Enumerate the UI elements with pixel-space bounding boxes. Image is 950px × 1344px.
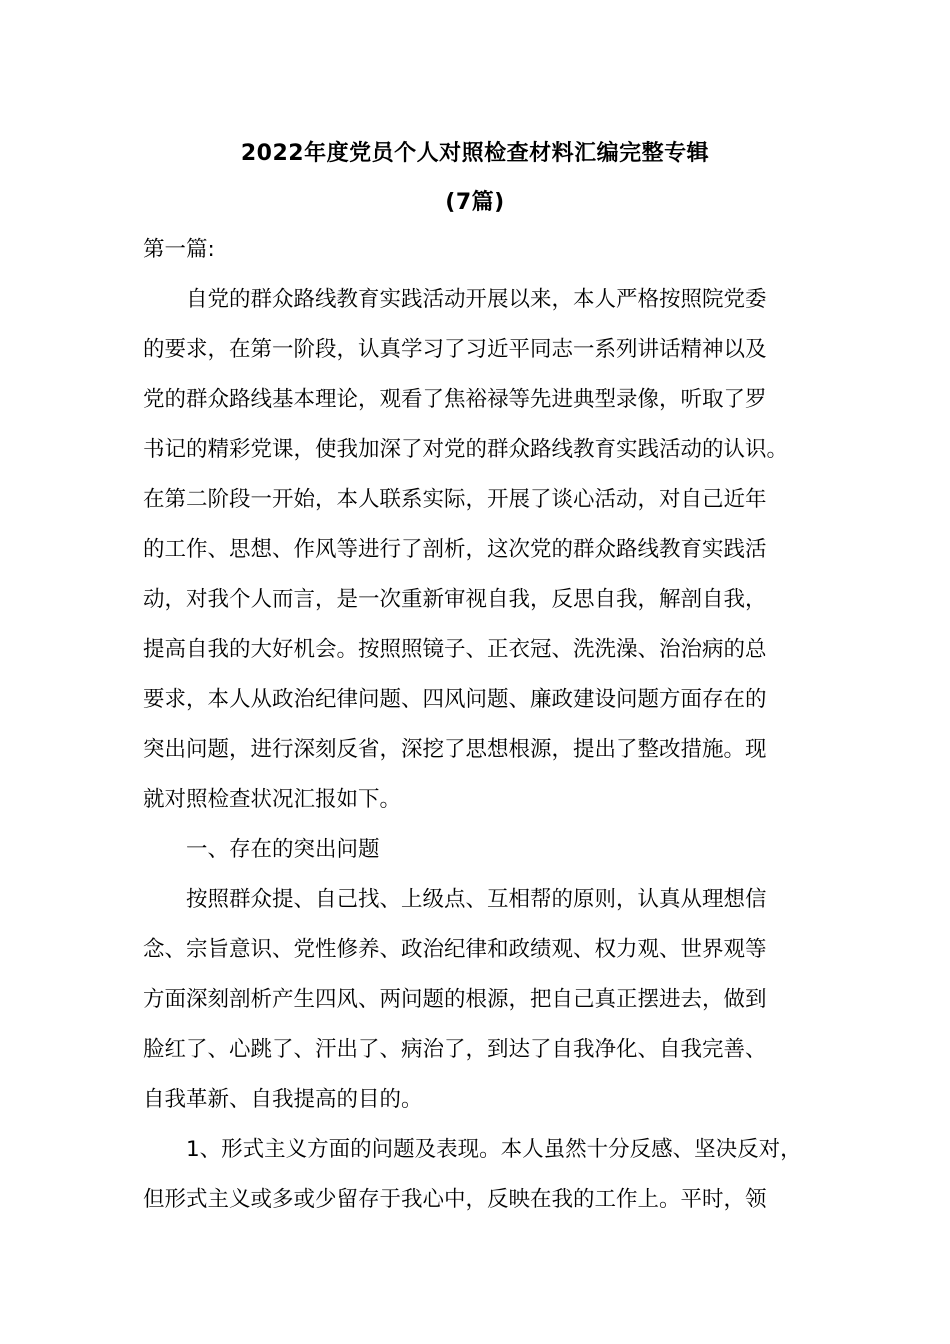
- body-line: 要求，本人从政治纪律问题、四风问题、廉政建设问题方面存在的: [143, 687, 767, 712]
- document-subtitle: (7篇): [445, 190, 505, 215]
- body-line: 党的群众路线基本理论，观看了焦裕禄等先进典型录像，听取了罗: [143, 387, 767, 412]
- body-line: 提高自我的大好机会。按照照镜子、正衣冠、洗洗澡、治治病的总: [143, 637, 767, 662]
- body-line: 就对照检查状况汇报如下。: [143, 787, 402, 812]
- section-heading-problems: 一、存在的突出问题: [143, 837, 380, 862]
- body-line: 自党的群众路线教育实践活动开展以来，本人严格按照院党委: [143, 287, 767, 312]
- body-line: 书记的精彩党课，使我加深了对党的群众路线教育实践活动的认识。: [143, 437, 789, 462]
- body-line: 脸红了、心跳了、汗出了、病治了，到达了自我净化、自我完善、: [143, 1037, 767, 1062]
- document-title: 2022年度党员个人对照检查材料汇编完整专辑: [240, 141, 710, 166]
- body-line: 的工作、思想、作风等进行了剖析，这次党的群众路线教育实践活: [143, 537, 767, 562]
- body-line: 1、形式主义方面的问题及表现。本人虽然十分反感、坚决反对，: [143, 1137, 802, 1162]
- body-line: 但形式主义或多或少留存于我心中，反映在我的工作上。平时，领: [143, 1187, 767, 1212]
- body-line: 突出问题，进行深刻反省，深挖了思想根源，提出了整改措施。现: [143, 737, 767, 762]
- body-line: 念、宗旨意识、党性修养、政治纪律和政绩观、权力观、世界观等: [143, 937, 767, 962]
- body-line: 方面深刻剖析产生四风、两问题的根源，把自己真正摆进去，做到: [143, 987, 767, 1012]
- section-heading-first: 第一篇:: [143, 237, 215, 262]
- body-line: 自我革新、自我提高的目的。: [143, 1087, 423, 1112]
- body-line: 在第二阶段一开始，本人联系实际，开展了谈心活动，对自己近年: [143, 487, 767, 512]
- body-line: 按照群众提、自己找、上级点、互相帮的原则，认真从理想信: [143, 887, 767, 912]
- body-line: 动，对我个人而言，是一次重新审视自我，反思自我，解剖自我，: [143, 587, 767, 612]
- body-line: 的要求，在第一阶段，认真学习了习近平同志一系列讲话精神以及: [143, 337, 767, 362]
